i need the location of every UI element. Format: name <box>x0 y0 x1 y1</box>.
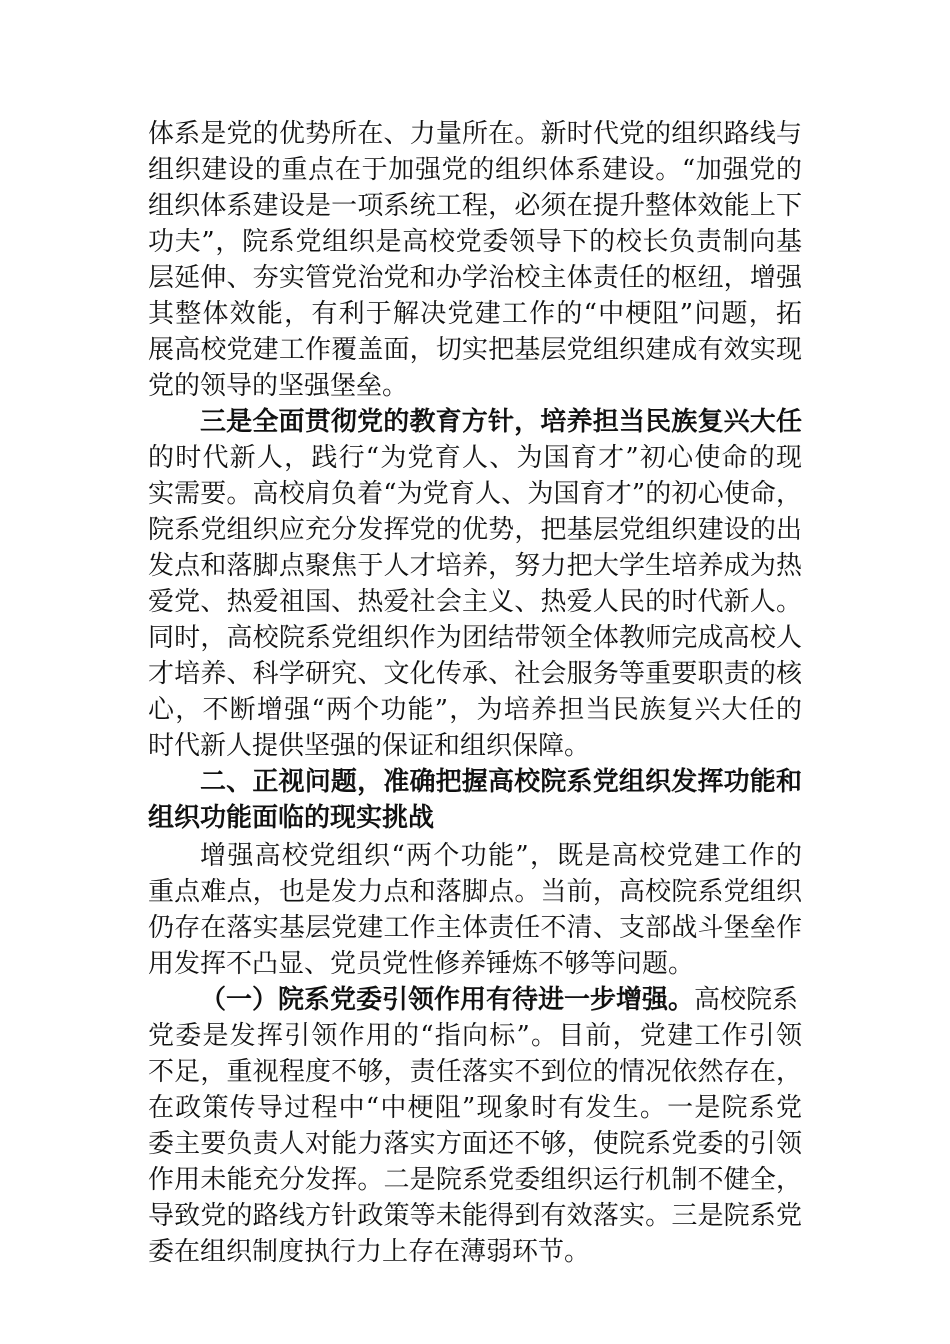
paragraph-line: 仍存在落实基层党建工作主体责任不清、支部战斗堡垒作 <box>148 913 802 943</box>
paragraph-line: 其整体效能，有利于解决党建工作的“中梗阻”问题，拓 <box>148 299 802 329</box>
paragraph-line: 组织建设的重点在于加强党的组织体系建设。“加强党的 <box>148 155 802 185</box>
paragraph-line: 作用未能充分发挥。二是院系党委组织运行机制不健全， <box>148 1165 802 1195</box>
paragraph-line: 体系是党的优势所在、力量所在。新时代党的组织路线与 <box>148 119 802 149</box>
paragraph-line: 功夫”，院系党组织是高校党委领导下的校长负责制向基 <box>148 227 802 257</box>
paragraph-line: 爱党、热爱祖国、热爱社会主义、热爱人民的时代新人。 <box>148 587 802 617</box>
paragraph-line: 时代新人提供坚强的保证和组织保障。 <box>148 731 591 761</box>
paragraph-line: 导致党的路线方针政策等未能得到有效落实。三是院系党 <box>148 1201 802 1231</box>
paragraph-line: 委在组织制度执行力上存在薄弱环节。 <box>148 1237 591 1267</box>
paragraph-line: 发点和落脚点聚焦于人才培养，努力把大学生培养成为热 <box>148 551 802 581</box>
paragraph-line: 委主要负责人对能力落实方面还不够，使院系党委的引领 <box>148 1129 802 1159</box>
paragraph-line: 院系党组织应充分发挥党的优势，把基层党组织建设的出 <box>148 515 802 545</box>
paragraph-line: 同时，高校院系党组织作为团结带领全体教师完成高校人 <box>148 623 802 653</box>
section-heading: 组织功能面临的现实挑战 <box>148 803 435 833</box>
paragraph-line: 层延伸、夯实管党治党和办学治校主体责任的枢纽，增强 <box>148 263 802 293</box>
section-heading: 二、正视问题，准确把握高校院系党组织发挥功能和 <box>200 767 802 797</box>
paragraph-line: 在政策传导过程中“中梗阻”现象时有发生。一是院系党 <box>148 1093 802 1123</box>
paragraph-line: 心，不断增强“两个功能”，为培养担当民族复兴大任的 <box>148 695 802 725</box>
subsection-lead: （一）院系党委引领作用有待进一步增强。 <box>200 985 695 1015</box>
paragraph-line: 党委是发挥引领作用的“指向标”。目前，党建工作引领 <box>148 1021 802 1051</box>
paragraph-line: 实需要。高校肩负着“为党育人、为国育才”的初心使命， <box>148 479 802 509</box>
paragraph-line: 党的领导的坚强堡垒。 <box>148 371 409 401</box>
paragraph-line: 的时代新人，践行“为党育人、为国育才”初心使命的现 <box>148 443 802 473</box>
paragraph-line: 不足，重视程度不够，责任落实不到位的情况依然存在， <box>148 1057 802 1087</box>
paragraph-line: 用发挥不凸显、党员党性修养锤炼不够等问题。 <box>148 949 695 979</box>
paragraph-line: 才培养、科学研究、文化传承、社会服务等重要职责的核 <box>148 659 802 689</box>
paragraph-line: 三是全面贯彻党的教育方针，培养担当民族复兴大任 <box>200 407 802 437</box>
paragraph-line: 展高校党建工作覆盖面，切实把基层党组织建成有效实现 <box>148 335 802 365</box>
paragraph-line: 组织体系建设是一项系统工程，必须在提升整体效能上下 <box>148 191 802 221</box>
paragraph-line: 重点难点，也是发力点和落脚点。当前，高校院系党组织 <box>148 877 802 907</box>
paragraph-line: 高校院系 <box>694 985 799 1015</box>
paragraph-line: 增强高校党组织“两个功能”，既是高校党建工作的 <box>200 841 802 871</box>
